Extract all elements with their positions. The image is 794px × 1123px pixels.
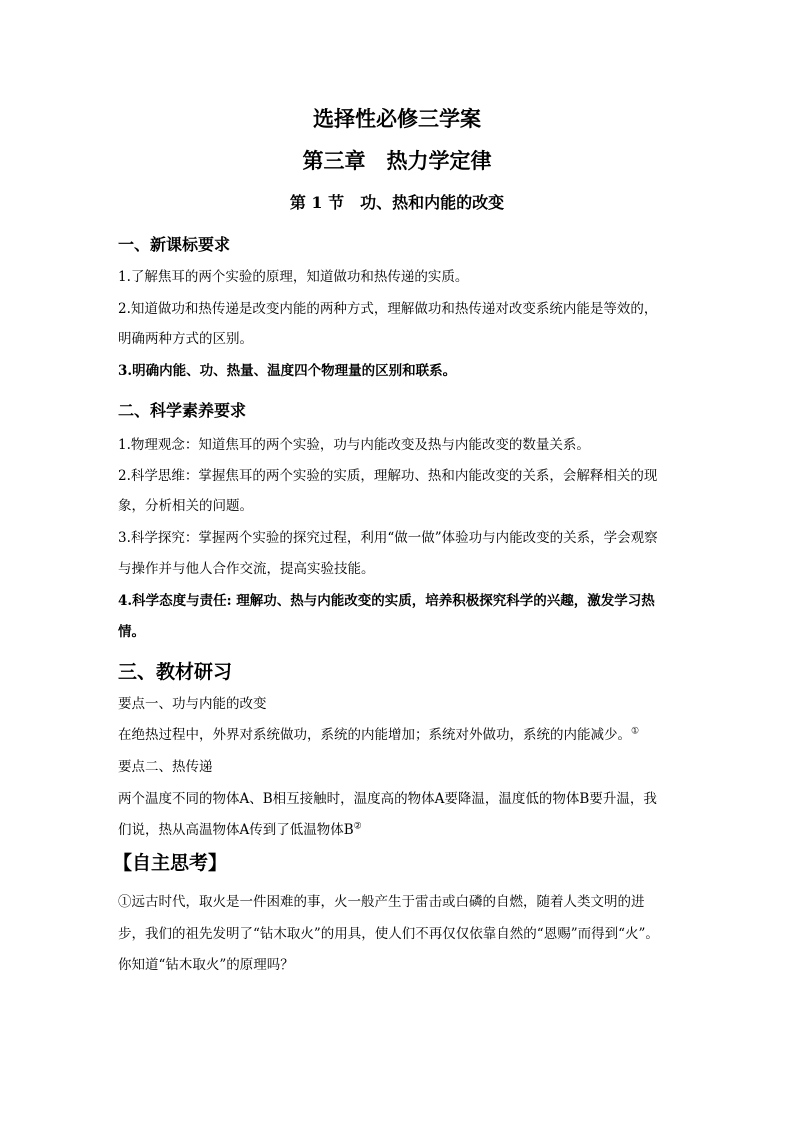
literacy-item-4-line-1: 4.科学态度与责任: 理解功、热与内能改变的实质，培养积极探究科学的兴趣，激发学习热 [118,593,655,609]
curriculum-item-2-line-1: 2.知道做功和热传递是改变内能的两种方式，理解做功和热传递对改变系统内能是等效的， [118,301,658,317]
question-1-line-3: 你知道“钻木取火”的原理吗？ [118,957,294,973]
curriculum-item-2-line-2: 明确两种方式的区别。 [118,331,253,347]
literacy-item-3-line-1: 3.科学探究：掌握两个实验的探究过程，利用“做一做”体验功与内能改变的关系，学会观察 [118,530,658,546]
literacy-item-3-line-2: 与操作并与他人合作交流，提高实验技能。 [118,561,375,577]
heading-curriculum-requirements: 一、新课标要求 [118,235,231,254]
curriculum-item-1: 1.了解焦耳的两个实验的原理，知道做功和热传递的实质。 [118,269,469,285]
literacy-item-2-line-1: 2.科学思维：掌握焦耳的两个实验的实质，理解功、热和内能改变的关系，会解释相关的现 [118,468,658,484]
document-title: 选择性必修三学案 [313,106,481,131]
literacy-item-4-line-2: 情。 [118,624,145,640]
heading-textbook-study: 三、教材研习 [118,661,233,683]
key-point-1-text [118,720,688,750]
key-point-2-title: 要点二、热传递 [118,759,213,775]
literacy-item-1: 1.物理观念：知道焦耳的两个实验，功与内能改变及热与内能改变的数量关系。 [118,437,590,453]
heading-science-literacy: 二、科学素养要求 [118,401,247,420]
key-point-1-title: 要点一、功与内能的改变 [118,696,267,712]
section-title: 第 1 节 功、热和内能的改变 [289,193,505,212]
key-point-2-body: 们说，热从高温物体A传到了低温物体B [118,822,354,838]
curriculum-item-3: 3.明确内能、功、热量、温度四个物理量的区别和联系。 [118,363,457,379]
footnote-marker-2[interactable]: ② [353,821,362,832]
key-point-1-body: 在绝热过程中，外界对系统做功，系统的内能增加；系统对外做功，系统的内能减少。 [118,727,631,743]
question-1-line-1: ①远古时代，取火是一件困难的事，火一般产生于雷击或白磷的自燃，随着人类文明的进 [118,894,645,910]
footnote-marker-1[interactable]: ① [631,726,640,737]
question-1-line-2: 步，我们的祖先发明了“钻木取火”的用具，使人们不再仅仅依靠自然的“恩赐”而得到“火”。 [118,926,659,942]
heading-self-thinking: 【自主思考】 [113,852,228,874]
key-point-2-line-1: 两个温度不同的物体A、B相互接触时，温度高的物体A要降温，温度低的物体B要升温，我 [118,791,657,807]
literacy-item-2-line-2: 象，分析相关的问题。 [118,498,253,514]
chapter-title: 第三章 热力学定律 [302,148,492,173]
key-point-2-line-2 [118,815,688,845]
